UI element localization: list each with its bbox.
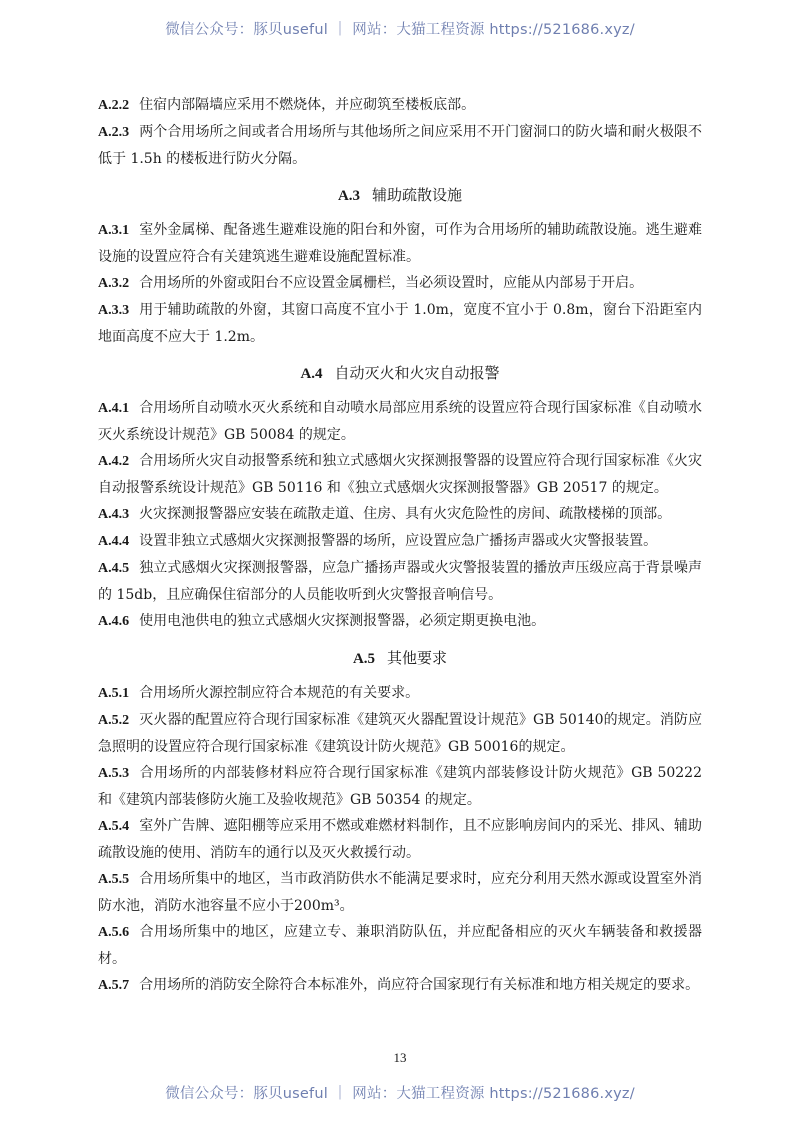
watermark-header: 微信公众号：豚贝useful ｜ 网站：大猫工程资源 https://521686.xyz/ (165, 22, 635, 38)
clause-number: A.2.2 (98, 98, 130, 113)
clause-number: A.5.7 (98, 978, 130, 993)
clause-number: A.5.4 (98, 819, 130, 834)
clause-a-5-1 (98, 680, 702, 707)
clause-number: A.4.6 (98, 614, 130, 629)
clause-text: 合用场所集中的地区，应建立专、兼职消防队伍，并应配备相应的灭火车辆装备和救援器材。 (98, 924, 702, 967)
clause-text: 独立式感烟火灾探测报警器，应急广播扬声器或火灾警报装置的播放声压级应高于背景噪声的 15db，且应确保住宿部分的人员能收听到火灾警报音响信号。 (98, 560, 702, 603)
clause-text: 室外广告牌、遮阳棚等应采用不燃或难燃材料制作，且不应影响房间内的采光、排风、辅助疏散设施的使用、消防车的通行以及灭火救援行动。 (98, 818, 702, 861)
clause-text: 合用场所的外窗或阳台不应设置金属栅栏，当必须设置时，应能从内部易于开启。 (139, 275, 644, 291)
clause-text: 住宿内部隔墙应采用不燃烧体，并应砌筑至楼板底部。 (139, 97, 476, 113)
clause-number: A.4.4 (98, 534, 130, 549)
clause-text: 合用场所火源控制应符合本规范的有关要求。 (139, 685, 420, 701)
clause-a-3-1 (98, 217, 702, 270)
clause-a-4-4 (98, 528, 702, 555)
clause-a-4-6 (98, 608, 702, 635)
section-title: 其他要求 (387, 649, 448, 667)
clause-a-3-3 (98, 297, 702, 350)
section-title: 自动灭火和火灾自动报警 (334, 364, 500, 382)
clause-text: 合用场所火灾自动报警系统和独立式感烟火灾探测报警器的设置应符合现行国家标准《火灾自动报警系统设计规范》GB 50116 和《独立式感烟火灾探测报警器》GB 20517 的规定。 (98, 453, 702, 496)
clause-a-4-5 (98, 555, 702, 608)
section-title: 辅助疏散设施 (372, 186, 463, 204)
clause-a-4-2 (98, 448, 702, 501)
document-body (98, 92, 702, 999)
clause-a-5-7 (98, 972, 702, 999)
clause-text: 使用电池供电的独立式感烟火灾探测报警器，必须定期更换电池。 (139, 613, 546, 629)
clause-number: A.5.6 (98, 925, 130, 940)
clause-text: 用于辅助疏散的外窗，其窗口高度不宜小于 1.0m，宽度不宜小于 0.8m，窗台下沿距室内地面高度不应大于 1.2m。 (98, 302, 702, 345)
clause-text: 火灾探测报警器应安装在疏散走道、住房、具有火灾危险性的房间、疏散楼梯的顶部。 (139, 506, 672, 522)
section-heading-a-5 (98, 645, 702, 672)
clause-a-3-2 (98, 270, 702, 297)
clause-a-5-4 (98, 813, 702, 866)
clause-number: A.3.1 (98, 223, 130, 238)
clause-text: 室外金属梯、配备逃生避难设施的阳台和外窗，可作为合用场所的辅助疏散设施。逃生避难设施的设置应符合有关建筑逃生避难设施配置标准。 (98, 222, 702, 265)
clause-a-5-2 (98, 707, 702, 760)
clause-text: 合用场所的内部装修材料应符合现行国家标准《建筑内部装修设计防火规范》GB 50222 和《建筑内部装修防火施工及验收规范》GB 50354 的规定。 (98, 765, 702, 808)
clause-a-4-3 (98, 501, 702, 528)
clause-text: 合用场所的消防安全除符合本标准外，尚应符合国家现行有关标准和地方相关规定的要求。 (139, 977, 700, 993)
clause-text: 合用场所自动喷水灭火系统和自动喷水局部应用系统的设置应符合现行国家标准《自动喷水灭火系统设计规范》GB 50084 的规定。 (98, 400, 702, 443)
section-heading-a-3 (98, 182, 702, 209)
clause-a-5-6 (98, 919, 702, 972)
clause-number: A.3.2 (98, 276, 130, 291)
clause-number: A.2.3 (98, 125, 130, 140)
clause-number: A.4.3 (98, 507, 130, 522)
clause-number: A.5.5 (98, 872, 130, 887)
clause-number: A.4.2 (98, 454, 130, 469)
clause-number: A.5.1 (98, 686, 130, 701)
section-number: A.3 (337, 188, 361, 204)
clause-text: 设置非独立式感烟火灾探测报警器的场所，应设置应急广播扬声器或火灾警报装置。 (139, 533, 658, 549)
clause-a-2-3 (98, 119, 702, 172)
section-number: A.5 (352, 651, 376, 667)
clause-number: A.4.1 (98, 401, 130, 416)
page-number: 13 (393, 1050, 407, 1065)
clause-number: A.3.3 (98, 303, 130, 318)
clause-a-5-5 (98, 866, 702, 919)
watermark-footer: 微信公众号：豚贝useful ｜ 网站：大猫工程资源 https://521686.xyz/ (165, 1086, 635, 1102)
clause-a-5-3 (98, 760, 702, 813)
section-number: A.4 (300, 366, 323, 382)
clause-text: 灭火器的配置应符合现行国家标准《建筑灭火器配置设计规范》GB 50140的规定。消防应急照明的设置应符合现行国家标准《建筑设计防火规范》GB 50016的规定。 (98, 712, 702, 755)
clause-number: A.5.2 (98, 713, 130, 728)
clause-number: A.4.5 (98, 561, 130, 576)
clause-number: A.5.3 (98, 766, 130, 781)
clause-text: 两个合用场所之间或者合用场所与其他场所之间应采用不开门窗洞口的防火墙和耐火极限不低于 1.5h 的楼板进行防火分隔。 (98, 124, 702, 167)
clause-a-4-1 (98, 395, 702, 448)
clause-text: 合用场所集中的地区，当市政消防供水不能满足要求时，应充分利用天然水源或设置室外消防水池，消防水池容量不应小于200m³。 (98, 871, 702, 914)
clause-a-2-2 (98, 92, 702, 119)
section-heading-a-4 (98, 360, 702, 387)
